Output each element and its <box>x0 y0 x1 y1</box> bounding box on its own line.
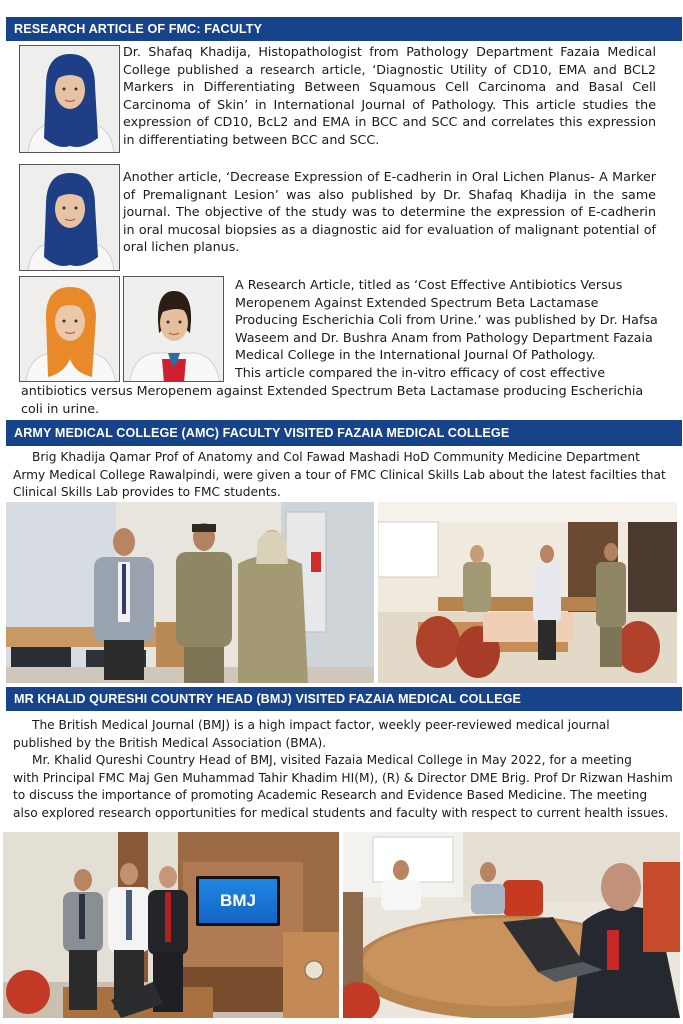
amc-visit-photo-group <box>6 502 374 683</box>
amc-section-title: ARMY MEDICAL COLLEGE (AMC) FACULTY VISITED FAZAIA MEDICAL COLLEGE <box>14 426 510 440</box>
portrait-figure <box>20 165 120 271</box>
article-3-text: A Research Article, titled as ‘Cost Effective Antibiotics Versus Meropenem Against Extended Spectrum Beta Lactamase Producing Escherichia Coli from Urine.’ was published by Dr. Hafsa Waseem and Dr. Bushra Anam from Pathology Department Fazaia Medical College in the International Journal Of Pathology. This article compared the in-vitro efficacy of cost effective <box>235 277 658 380</box>
article-1-text: Dr. Shafaq Khadija, Histopathologist from Pathology Department Fazaia Medical College published a research article, ‘Diagnostic Utility of CD10, EMA and BCL2 Markers in Differentiating Between Squamous Cell Carcinoma and Basal Cell Carcinoma of Skin’ in International Journal of Pathology. This article studies the expression of CD10, BcL2 and EMA in BCC and SCC and correlates this expression in differentiating between BCC and SCC. <box>123 44 656 147</box>
amc-visit-photo-skills-lab <box>378 502 677 683</box>
portrait-shafaq-khadija-2 <box>19 164 120 271</box>
amc-visit-text: Brig Khadija Qamar Prof of Anatomy and Col Fawad Mashadi HoD Community Medicine Department Army Medical College Rawalpindi, were given a tour of FMC Clinical Skills Lab about the latest facilties that Clinical Skills Lab provides to FMC students. <box>13 450 666 500</box>
amc-section-banner <box>6 420 682 446</box>
portrait-figure <box>124 277 224 382</box>
bmj-logo-text: BMJ <box>199 879 277 923</box>
portrait-bushra-anam <box>123 276 224 382</box>
bmj-visit-photo-group <box>3 832 339 1018</box>
portrait-figure <box>20 277 120 382</box>
portrait-figure <box>20 46 120 153</box>
meeting-room-scene <box>343 832 680 1018</box>
portrait-hafsa-waseem <box>19 276 120 382</box>
bmj-visit-text: Mr. Khalid Qureshi Country Head of BMJ, visited Fazaia Medical College in May 2022, for a meeting with Principal FMC Maj Gen Muhammad Tahir Khadim HI(M), (R) & Director DME Brig. Prof Dr Rizwan Hashim to discuss the importance of promoting Academic Research and Evidence Based Medicine. The meeting also explored research opportunities for medical students and faculty with respect to current health issues. <box>13 753 673 820</box>
amc-visit-scene <box>6 502 374 683</box>
bmj-section-title: MR KHALID QURESHI COUNTRY HEAD (BMJ) VISITED FAZAIA MEDICAL COLLEGE <box>14 692 521 706</box>
bmj-visit-photo-meeting <box>343 832 680 1018</box>
research-section-banner <box>6 17 682 41</box>
bmj-about-text: The British Medical Journal (BMJ) is a high impact factor, weekly peer-reviewed medical journal published by the British Medical Association (BMA). <box>13 718 610 750</box>
article-3-text-continued: antibiotics versus Meropenem against Extended Spectrum Beta Lactamase producing Escherichia coli in urine. <box>21 383 644 416</box>
research-section-title: RESEARCH ARTICLE OF FMC: FACULTY <box>14 22 263 36</box>
article-2-text: Another article, ‘Decrease Expression of E-cadherin in Oral Lichen Planus- A Marker of Premalignant Lesion’ was also published by Dr. Shafaq Khadija in the same journal. The objective of the study was to determine the expression of E-cadherin in oral mucosal biopsies as a diagnostic aid for evaluation of malignant potential of oral lichen planus. <box>123 169 656 255</box>
bmj-group-people <box>3 832 339 1018</box>
bmj-section-banner <box>6 687 682 711</box>
skills-lab-scene <box>378 502 677 683</box>
portrait-shafaq-khadija-1 <box>19 45 120 153</box>
